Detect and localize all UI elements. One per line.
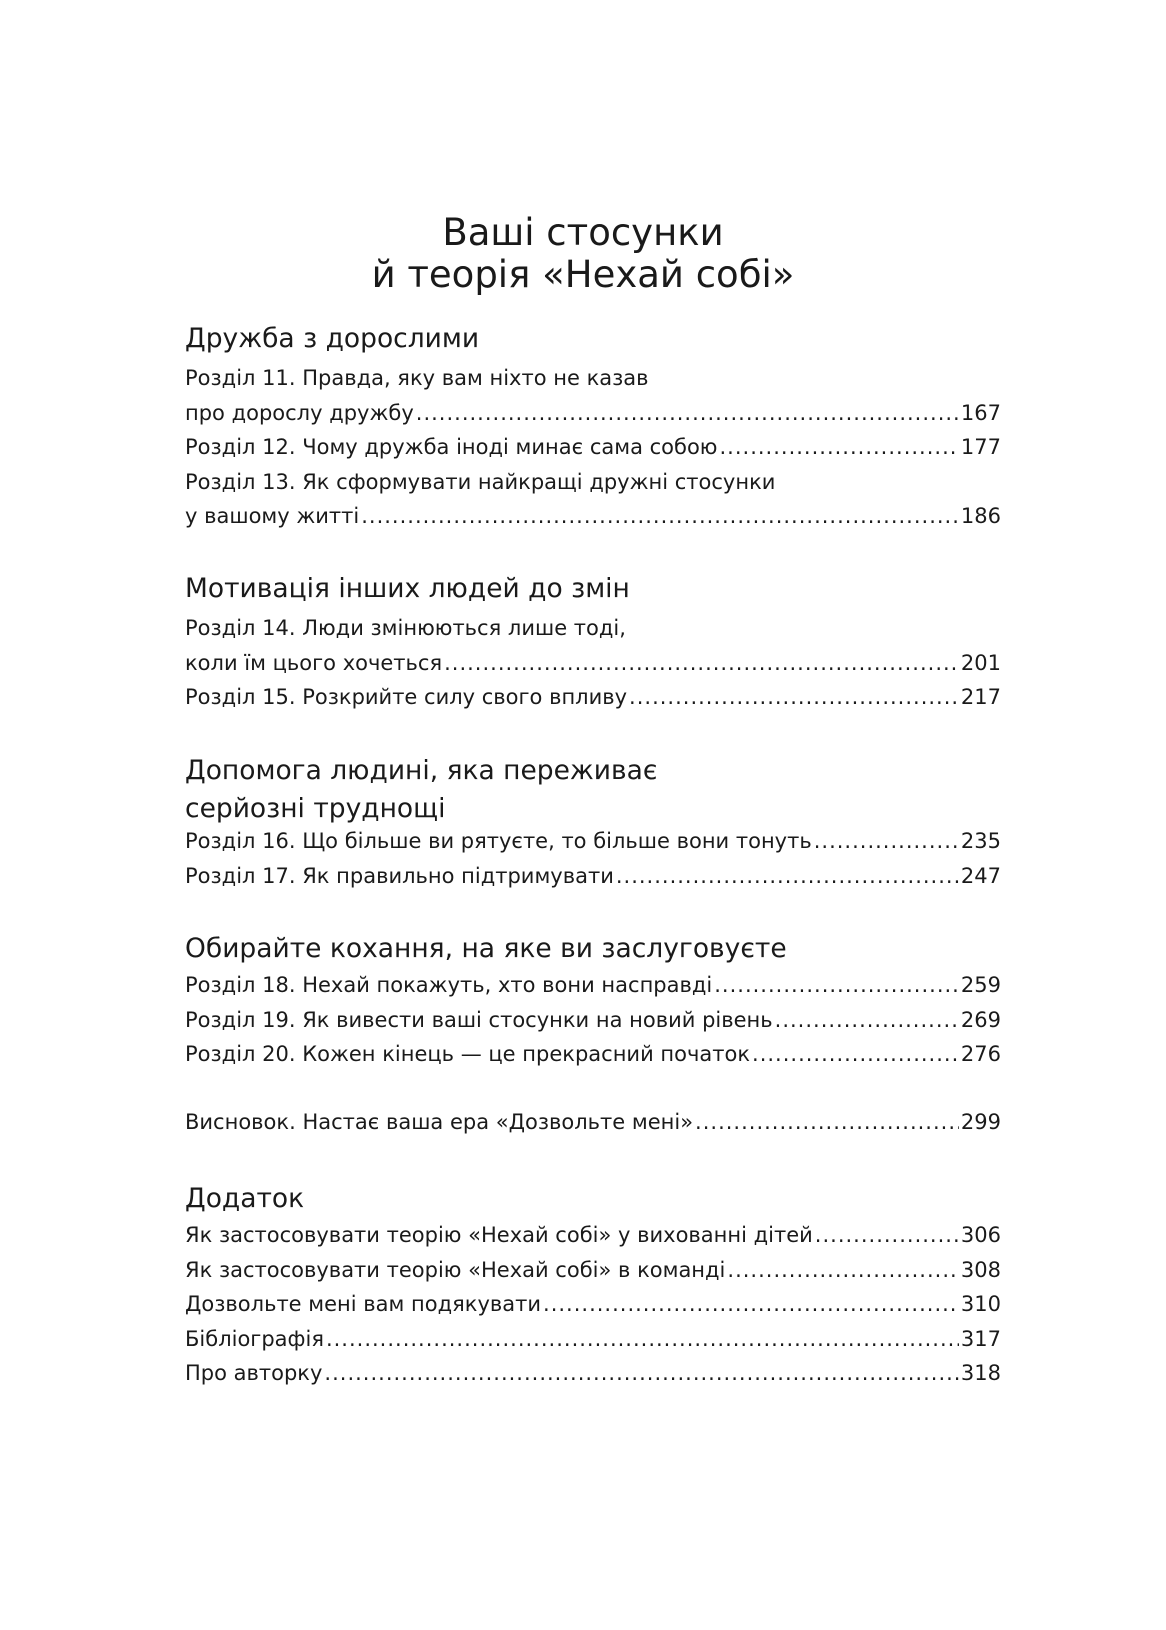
- toc-entry[interactable]: [185, 1358, 1001, 1388]
- page-title-line-2: й теорія «Нехай собі»: [371, 253, 795, 296]
- section-heading: [185, 320, 1001, 358]
- toc-entry[interactable]: [185, 363, 1001, 393]
- toc-entry[interactable]: [185, 398, 1001, 428]
- toc-entry[interactable]: [185, 613, 1001, 643]
- section-heading-line: Обирайте кохання, на яке ви заслуговуєте: [185, 933, 787, 964]
- section-heading-line: Додаток: [185, 1183, 305, 1214]
- dot-leader: [727, 1255, 959, 1285]
- toc-entry[interactable]: [185, 1005, 1001, 1035]
- toc-entry[interactable]: [185, 1039, 1001, 1069]
- toc-entry-text: Розділ 14. Люди змінюються лише тоді,: [185, 616, 626, 640]
- toc-entry-text: коли їм цього хочеться: [185, 650, 443, 675]
- dot-leader: [695, 1107, 959, 1137]
- toc-entry-text: Розділ 18. Нехай покажуть, хто вони насправді: [185, 973, 713, 997]
- toc-entry-text: Розділ 17. Як правильно підтримувати: [185, 863, 614, 888]
- toc-entry[interactable]: [185, 1220, 1001, 1250]
- toc-entry[interactable]: [185, 1289, 1001, 1319]
- toc-entry-text: Як застосовувати теорію «Нехай собі» у вихованні дітей: [185, 1223, 813, 1247]
- toc-entry-text: Розділ 16. Що більше ви рятуєте, то більше вони тонуть: [185, 829, 812, 853]
- dot-leader: [616, 861, 959, 891]
- dot-leader: [815, 1220, 959, 1250]
- dot-leader: [775, 1005, 959, 1035]
- toc-page-number: 247: [960, 863, 1001, 888]
- dot-leader: [720, 432, 959, 462]
- toc-entry-text: Висновок. Настає ваша ера «Дозвольте мені»: [185, 1110, 694, 1134]
- section-heading: [185, 752, 1001, 828]
- section-heading-line: Дружба з дорослими: [185, 323, 480, 354]
- dot-leader: [444, 648, 959, 678]
- toc-entry-text: Бібліографія: [185, 1326, 324, 1351]
- toc-entry[interactable]: [185, 861, 1001, 891]
- dot-leader: [416, 398, 959, 428]
- toc-entry-text: Розділ 12. Чому дружба іноді минає сама собою: [185, 435, 718, 459]
- toc-page-number: 177: [960, 435, 1001, 459]
- toc-entry[interactable]: [185, 970, 1001, 1000]
- toc-entry-text: Розділ 15. Розкрийте силу свого впливу: [185, 685, 628, 709]
- toc-entry[interactable]: [185, 648, 1001, 678]
- toc-page-number: 318: [960, 1361, 1001, 1385]
- section-heading-line: Мотивація інших людей до змін: [185, 573, 630, 604]
- toc-entry-text: про дорослу дружбу: [185, 400, 414, 425]
- toc-page-number: 167: [960, 400, 1001, 425]
- toc-entry-text: Розділ 19. Як вивести ваші стосунки на новий рівень: [185, 1007, 773, 1032]
- dot-leader: [324, 1358, 958, 1388]
- toc-entry-text: Як застосовувати теорію «Нехай собі» в команді: [185, 1257, 726, 1282]
- toc-entry[interactable]: [185, 1107, 1001, 1137]
- toc-page-number: 317: [960, 1326, 1001, 1351]
- toc-page-number: 306: [960, 1223, 1001, 1247]
- toc-entry[interactable]: [185, 682, 1001, 712]
- toc-page-number: 299: [960, 1110, 1001, 1134]
- section-heading-line: серйозні труднощі: [185, 793, 446, 824]
- section-heading: [185, 930, 1001, 968]
- dot-leader: [752, 1039, 959, 1069]
- dot-leader: [326, 1324, 959, 1354]
- page-title-line-1: Ваші стосунки: [442, 211, 724, 254]
- toc-entry-text: Дозвольте мені вам подякувати: [185, 1292, 542, 1316]
- page-title: [0, 212, 1166, 296]
- toc-page-number: 308: [960, 1257, 1001, 1282]
- toc-entry[interactable]: [185, 501, 1001, 531]
- toc-entry-text: Про авторку: [185, 1361, 323, 1385]
- toc-page-number: 259: [960, 973, 1001, 997]
- toc-page-number: 201: [960, 650, 1001, 675]
- toc-page-number: 310: [960, 1292, 1001, 1316]
- dot-leader: [714, 970, 959, 1000]
- toc-entry[interactable]: [185, 1255, 1001, 1285]
- dot-leader: [361, 501, 959, 531]
- dot-leader: [814, 826, 959, 856]
- toc-page-number: 276: [960, 1042, 1001, 1066]
- toc-entry[interactable]: [185, 826, 1001, 856]
- section-heading: [185, 1180, 1001, 1218]
- toc-entry[interactable]: [185, 467, 1001, 497]
- toc-page-number: 217: [960, 685, 1001, 709]
- toc-entry-text: у вашому житті: [185, 504, 360, 528]
- section-heading: [185, 570, 1001, 608]
- toc-entry-text: Розділ 11. Правда, яку вам ніхто не казав: [185, 366, 649, 390]
- toc-page-number: 269: [960, 1007, 1001, 1032]
- section-heading-line: Допомога людині, яка переживає: [185, 755, 658, 786]
- toc-entry-text: Розділ 20. Кожен кінець — це прекрасний початок: [185, 1042, 751, 1066]
- dot-leader: [543, 1289, 959, 1319]
- dot-leader: [629, 682, 959, 712]
- toc-page-number: 186: [960, 504, 1001, 528]
- toc-entry-text: Розділ 13. Як сформувати найкращі дружні стосунки: [185, 469, 776, 494]
- toc-page-number: 235: [960, 829, 1001, 853]
- toc-entry[interactable]: [185, 1324, 1001, 1354]
- toc-entry[interactable]: [185, 432, 1001, 462]
